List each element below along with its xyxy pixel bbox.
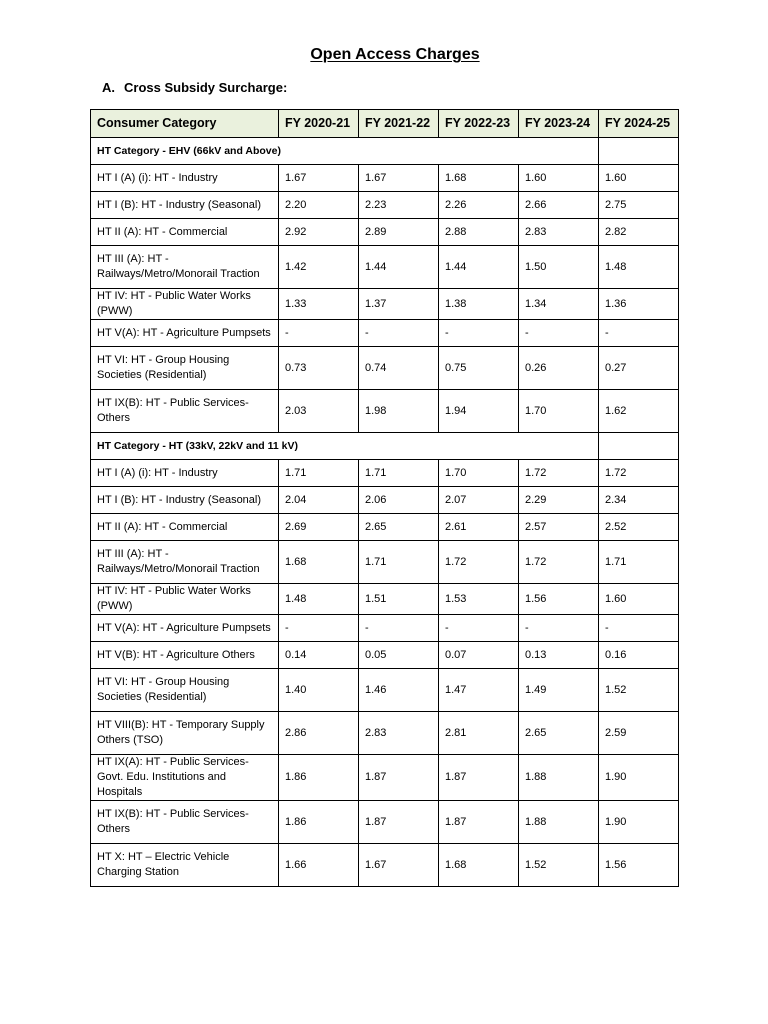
group-label: HT Category - EHV (66kV and Above) <box>91 138 599 165</box>
consumer-category-cell: HT II (A): HT - Commercial <box>91 514 279 541</box>
surcharge-value-cell: 1.90 <box>599 801 679 844</box>
consumer-category-cell: HT I (A) (i): HT - Industry <box>91 460 279 487</box>
surcharge-value-cell: 2.03 <box>279 390 359 433</box>
surcharge-value-cell: 1.67 <box>359 165 439 192</box>
table-body <box>91 138 679 887</box>
table-row <box>91 755 679 801</box>
table-row <box>91 615 679 642</box>
consumer-category-cell: HT IX(B): HT - Public Services-Others <box>91 801 279 844</box>
surcharge-value-cell: 1.72 <box>519 541 599 584</box>
surcharge-value-cell: 1.60 <box>599 584 679 615</box>
surcharge-value-cell: 1.51 <box>359 584 439 615</box>
surcharge-value-cell: 1.71 <box>279 460 359 487</box>
surcharge-value-cell: 1.90 <box>599 755 679 801</box>
consumer-category-cell: HT IX(A): HT - Public Services-Govt. Edu. Institutions and Hospitals <box>91 755 279 801</box>
surcharge-value-cell: 2.20 <box>279 192 359 219</box>
surcharge-value-cell: 1.56 <box>599 844 679 887</box>
surcharge-value-cell: 1.70 <box>519 390 599 433</box>
table-row <box>91 642 679 669</box>
table-row <box>91 347 679 390</box>
surcharge-value-cell: 1.50 <box>519 246 599 289</box>
table-row <box>91 246 679 289</box>
surcharge-value-cell: 1.52 <box>519 844 599 887</box>
surcharge-value-cell: 1.68 <box>439 165 519 192</box>
group-empty-cell <box>599 138 679 165</box>
surcharge-value-cell: 1.37 <box>359 289 439 320</box>
surcharge-value-cell: 2.86 <box>279 712 359 755</box>
group-label: HT Category - HT (33kV, 22kV and 11 kV) <box>91 433 599 460</box>
table-header-row <box>91 110 679 138</box>
surcharge-value-cell: 2.89 <box>359 219 439 246</box>
surcharge-value-cell: 1.88 <box>519 801 599 844</box>
surcharge-value-cell: 1.87 <box>439 755 519 801</box>
surcharge-value-cell: 0.16 <box>599 642 679 669</box>
group-empty-cell <box>599 433 679 460</box>
surcharge-value-cell: 1.48 <box>599 246 679 289</box>
surcharge-value-cell: - <box>599 320 679 347</box>
surcharge-value-cell: 0.07 <box>439 642 519 669</box>
table-row <box>91 320 679 347</box>
consumer-category-cell: HT V(A): HT - Agriculture Pumpsets <box>91 320 279 347</box>
surcharge-value-cell: 1.88 <box>519 755 599 801</box>
table-row <box>91 712 679 755</box>
surcharge-value-cell: 0.74 <box>359 347 439 390</box>
surcharge-value-cell: 1.72 <box>599 460 679 487</box>
section-heading <box>102 80 287 95</box>
consumer-category-cell: HT III (A): HT - Railways/Metro/Monorail Traction <box>91 541 279 584</box>
consumer-category-cell: HT V(A): HT - Agriculture Pumpsets <box>91 615 279 642</box>
table-row <box>91 487 679 514</box>
surcharge-value-cell: 1.86 <box>279 755 359 801</box>
surcharge-value-cell: 0.14 <box>279 642 359 669</box>
table-row <box>91 390 679 433</box>
surcharge-value-cell: 1.60 <box>599 165 679 192</box>
surcharge-value-cell: 1.71 <box>599 541 679 584</box>
surcharge-value-cell: - <box>359 615 439 642</box>
surcharge-value-cell: 2.82 <box>599 219 679 246</box>
surcharge-value-cell: 1.48 <box>279 584 359 615</box>
consumer-category-cell: HT II (A): HT - Commercial <box>91 219 279 246</box>
surcharge-value-cell: 1.47 <box>439 669 519 712</box>
surcharge-value-cell: - <box>439 615 519 642</box>
surcharge-value-cell: 1.87 <box>359 755 439 801</box>
surcharge-value-cell: 1.42 <box>279 246 359 289</box>
table-row <box>91 844 679 887</box>
consumer-category-cell: HT V(B): HT - Agriculture Others <box>91 642 279 669</box>
surcharge-value-cell: 1.70 <box>439 460 519 487</box>
header-fy-2024-25: FY 2024-25 <box>599 110 679 138</box>
surcharge-value-cell: 2.34 <box>599 487 679 514</box>
table-row <box>91 801 679 844</box>
surcharge-value-cell: - <box>519 320 599 347</box>
surcharge-value-cell: 1.72 <box>519 460 599 487</box>
surcharge-value-cell: 2.83 <box>359 712 439 755</box>
table-row <box>91 460 679 487</box>
surcharge-value-cell: 2.81 <box>439 712 519 755</box>
surcharge-value-cell: - <box>439 320 519 347</box>
surcharge-value-cell: 2.04 <box>279 487 359 514</box>
consumer-category-cell: HT IX(B): HT - Public Services-Others <box>91 390 279 433</box>
surcharge-value-cell: 2.61 <box>439 514 519 541</box>
surcharge-value-cell: 0.27 <box>599 347 679 390</box>
surcharge-value-cell: 2.65 <box>519 712 599 755</box>
surcharge-value-cell: 1.68 <box>439 844 519 887</box>
surcharge-value-cell: 2.52 <box>599 514 679 541</box>
surcharge-value-cell: 2.57 <box>519 514 599 541</box>
table-row <box>91 669 679 712</box>
surcharge-value-cell: - <box>359 320 439 347</box>
consumer-category-cell: HT VIII(B): HT - Temporary Supply Others (TSO) <box>91 712 279 755</box>
surcharge-value-cell: 1.52 <box>599 669 679 712</box>
consumer-category-cell: HT IV: HT - Public Water Works (PWW) <box>91 584 279 615</box>
header-fy-2022-23: FY 2022-23 <box>439 110 519 138</box>
header-fy-2020-21: FY 2020-21 <box>279 110 359 138</box>
surcharge-value-cell: 2.88 <box>439 219 519 246</box>
surcharge-value-cell: 2.69 <box>279 514 359 541</box>
header-consumer-category: Consumer Category <box>91 110 279 138</box>
surcharge-value-cell: 1.94 <box>439 390 519 433</box>
consumer-category-cell: HT X: HT – Electric Vehicle Charging Station <box>91 844 279 887</box>
consumer-category-cell: HT III (A): HT - Railways/Metro/Monorail Traction <box>91 246 279 289</box>
surcharge-value-cell: 1.36 <box>599 289 679 320</box>
surcharge-value-cell: 1.67 <box>279 165 359 192</box>
surcharge-value-cell: 1.71 <box>359 541 439 584</box>
table-row <box>91 584 679 615</box>
surcharge-value-cell: 1.62 <box>599 390 679 433</box>
surcharge-value-cell: 2.23 <box>359 192 439 219</box>
surcharge-value-cell: 2.29 <box>519 487 599 514</box>
surcharge-value-cell: 0.13 <box>519 642 599 669</box>
surcharge-value-cell: 1.67 <box>359 844 439 887</box>
surcharge-value-cell: 1.53 <box>439 584 519 615</box>
surcharge-value-cell: 0.75 <box>439 347 519 390</box>
table-row <box>91 165 679 192</box>
surcharge-value-cell: 1.34 <box>519 289 599 320</box>
surcharge-value-cell: 1.98 <box>359 390 439 433</box>
cross-subsidy-surcharge-table <box>90 109 679 887</box>
surcharge-value-cell: 1.87 <box>359 801 439 844</box>
section-letter: A. <box>102 80 115 95</box>
surcharge-value-cell: - <box>279 615 359 642</box>
surcharge-value-cell: 1.66 <box>279 844 359 887</box>
surcharge-value-cell: 2.06 <box>359 487 439 514</box>
surcharge-value-cell: 2.75 <box>599 192 679 219</box>
surcharge-value-cell: - <box>279 320 359 347</box>
consumer-category-cell: HT VI: HT - Group Housing Societies (Residential) <box>91 347 279 390</box>
group-row <box>91 433 679 460</box>
surcharge-value-cell: - <box>519 615 599 642</box>
surcharge-value-cell: 2.07 <box>439 487 519 514</box>
surcharge-value-cell: 1.33 <box>279 289 359 320</box>
surcharge-value-cell: 0.05 <box>359 642 439 669</box>
surcharge-value-cell: 2.65 <box>359 514 439 541</box>
surcharge-value-cell: 1.38 <box>439 289 519 320</box>
surcharge-value-cell: 1.71 <box>359 460 439 487</box>
surcharge-value-cell: 1.72 <box>439 541 519 584</box>
surcharge-value-cell: 1.60 <box>519 165 599 192</box>
surcharge-value-cell: 0.26 <box>519 347 599 390</box>
table-row <box>91 289 679 320</box>
surcharge-value-cell: 2.92 <box>279 219 359 246</box>
surcharge-value-cell: 1.44 <box>359 246 439 289</box>
header-fy-2023-24: FY 2023-24 <box>519 110 599 138</box>
group-row <box>91 138 679 165</box>
surcharge-value-cell: 1.68 <box>279 541 359 584</box>
document-title: Open Access Charges <box>310 46 480 63</box>
surcharge-value-cell: 1.87 <box>439 801 519 844</box>
surcharge-value-cell: 1.46 <box>359 669 439 712</box>
consumer-category-cell: HT VI: HT - Group Housing Societies (Residential) <box>91 669 279 712</box>
surcharge-value-cell: 0.73 <box>279 347 359 390</box>
surcharge-value-cell: 1.56 <box>519 584 599 615</box>
header-fy-2021-22: FY 2021-22 <box>359 110 439 138</box>
surcharge-value-cell: 2.66 <box>519 192 599 219</box>
consumer-category-cell: HT IV: HT - Public Water Works (PWW) <box>91 289 279 320</box>
surcharge-value-cell: 1.40 <box>279 669 359 712</box>
consumer-category-cell: HT I (B): HT - Industry (Seasonal) <box>91 192 279 219</box>
table-row <box>91 192 679 219</box>
table-row <box>91 541 679 584</box>
surcharge-value-cell: 1.49 <box>519 669 599 712</box>
surcharge-value-cell: 2.59 <box>599 712 679 755</box>
section-heading-text: Cross Subsidy Surcharge: <box>124 80 288 95</box>
surcharge-value-cell: - <box>599 615 679 642</box>
consumer-category-cell: HT I (A) (i): HT - Industry <box>91 165 279 192</box>
surcharge-value-cell: 1.44 <box>439 246 519 289</box>
table-row <box>91 514 679 541</box>
table-row <box>91 219 679 246</box>
surcharge-value-cell: 2.26 <box>439 192 519 219</box>
consumer-category-cell: HT I (B): HT - Industry (Seasonal) <box>91 487 279 514</box>
surcharge-value-cell: 1.86 <box>279 801 359 844</box>
surcharge-value-cell: 2.83 <box>519 219 599 246</box>
